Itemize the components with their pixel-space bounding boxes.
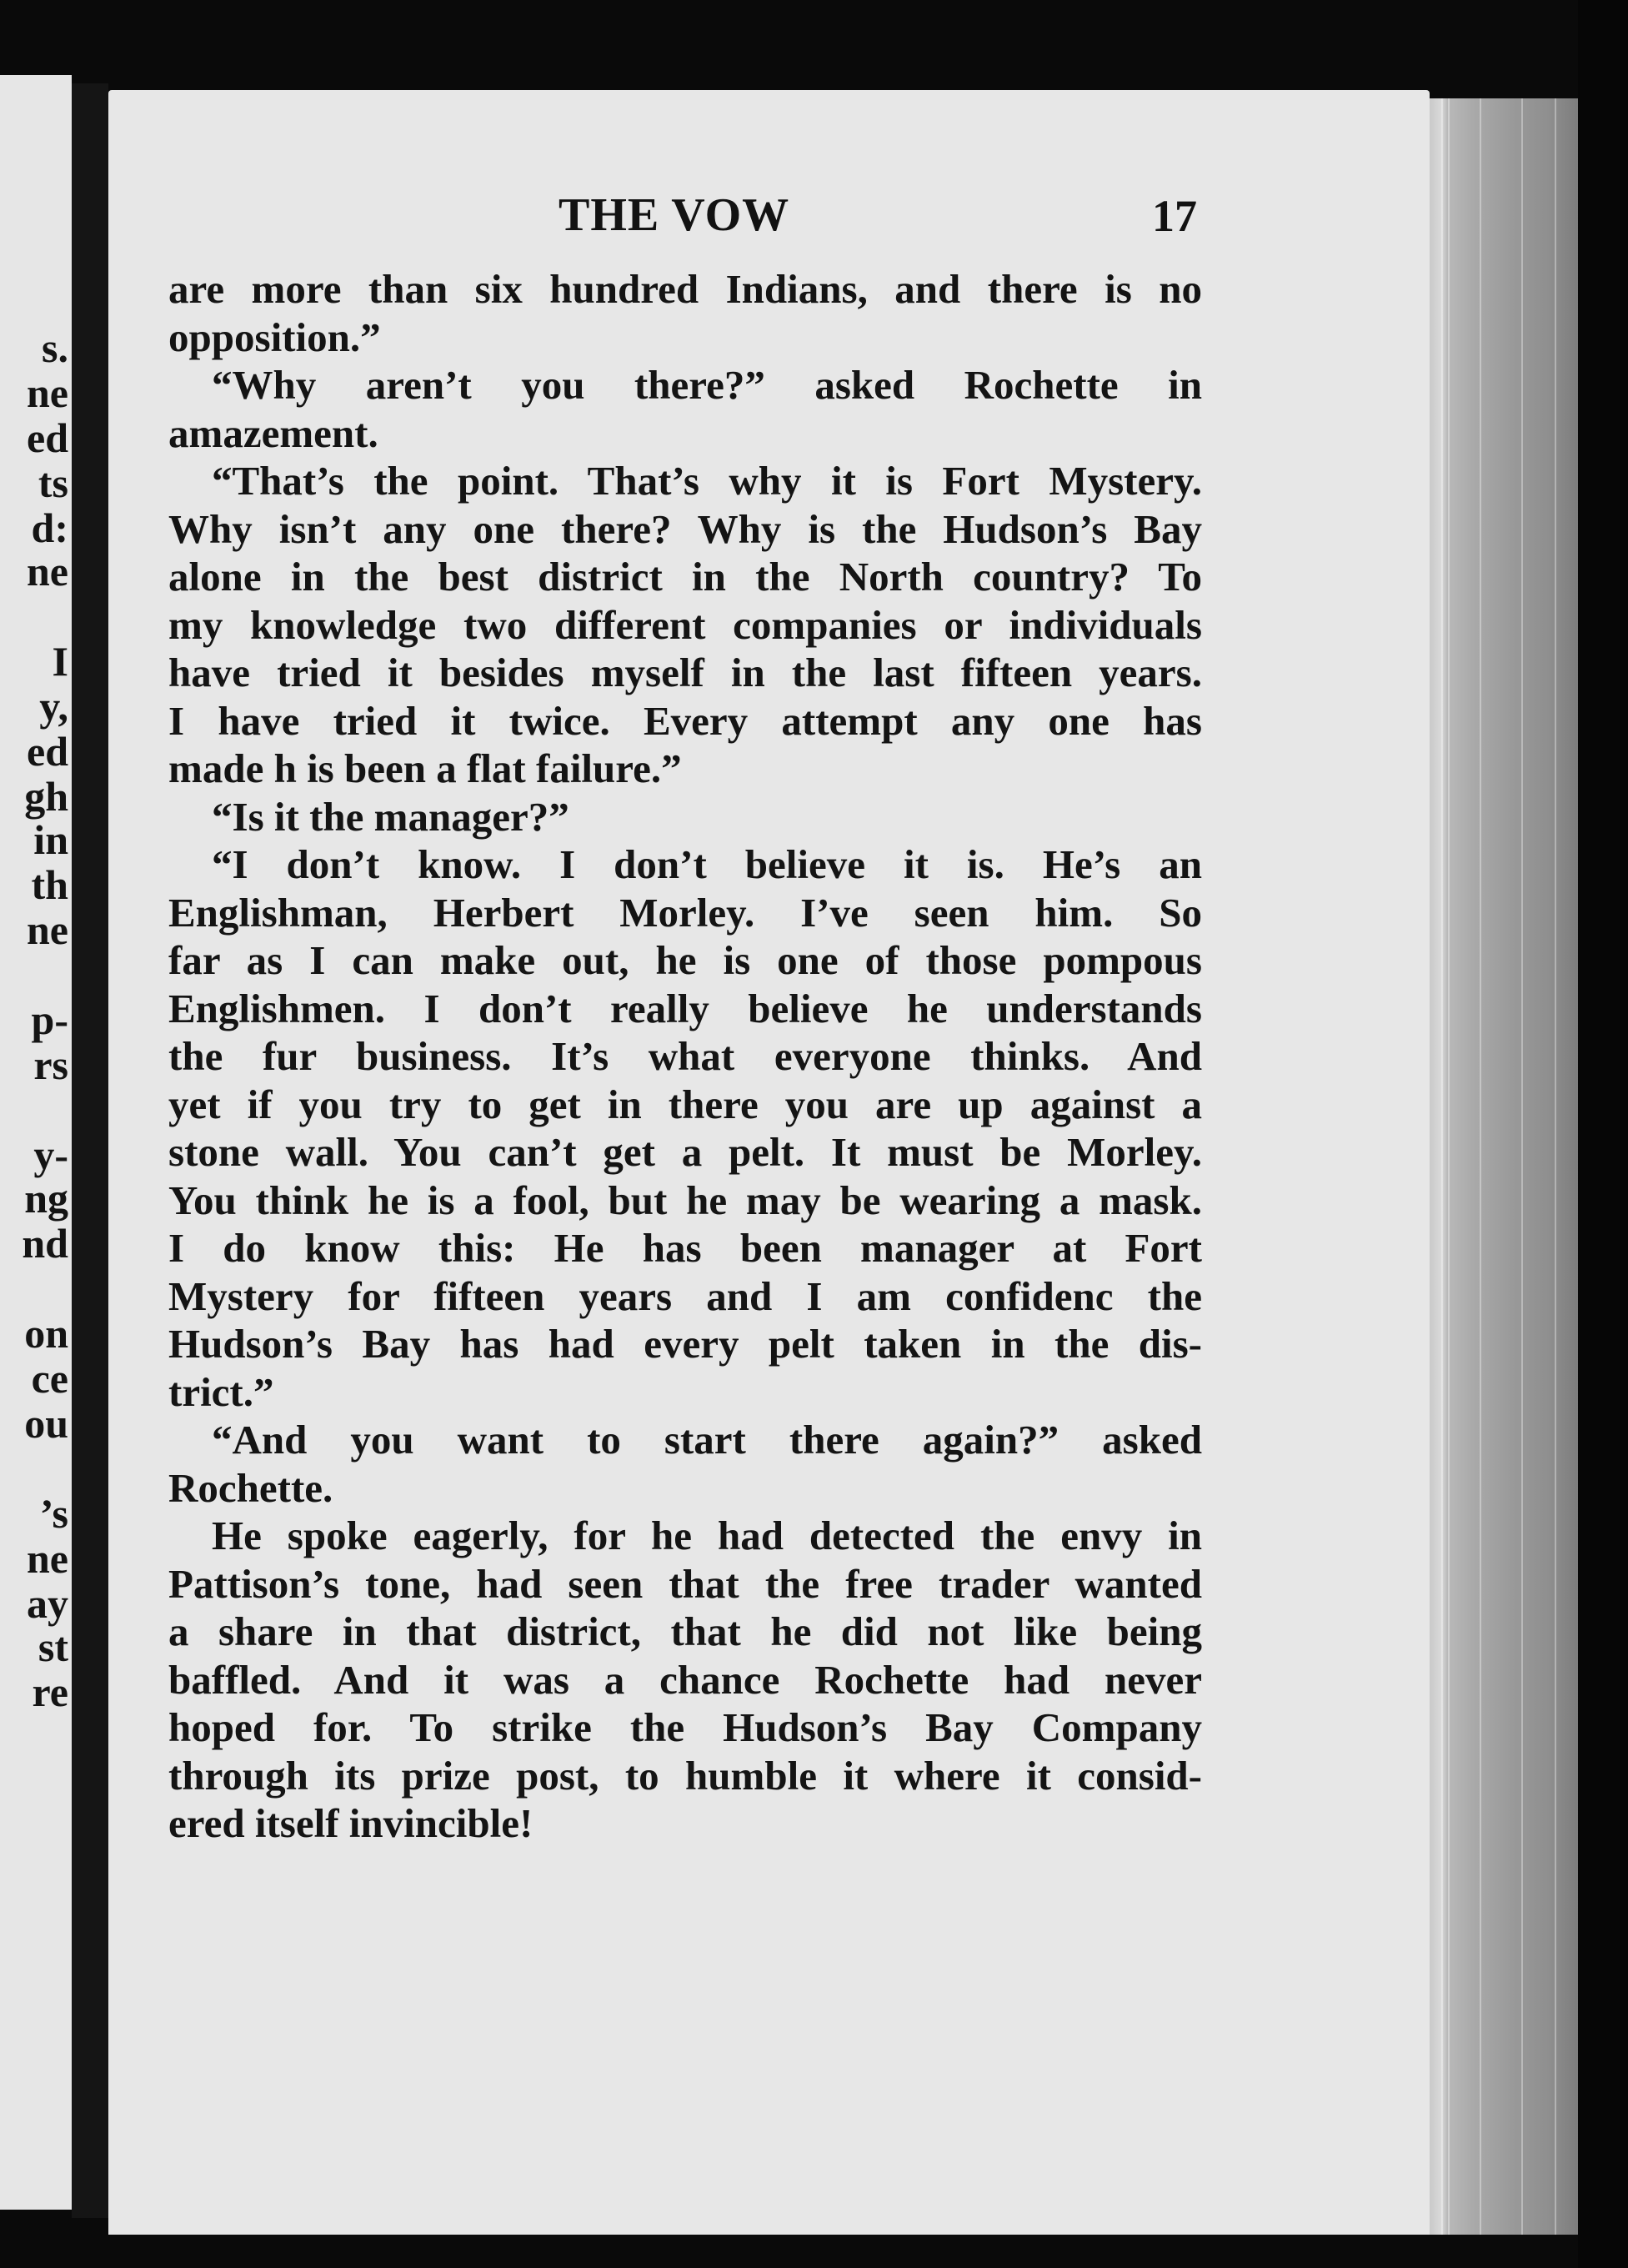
- facing-page-fragment-text: p-: [31, 996, 68, 1043]
- facing-page-fragment-text: ne: [27, 369, 68, 416]
- text-line: yet if you try to get in there you are up against a: [168, 1081, 1202, 1127]
- facing-page-fragment-text: s.: [42, 324, 68, 371]
- text-line: Hudson’s Bay has had every pelt taken in the dis-: [168, 1321, 1202, 1367]
- text-line: Rochette.: [168, 1464, 333, 1511]
- text-line: “I don’t know. I don’t believe it is. He’s an: [212, 841, 1202, 887]
- text-line: are more than six hundred Indians, and there is no: [168, 266, 1202, 312]
- text-line: alone in the best district in the North country? To: [168, 554, 1202, 600]
- text-line: made h is been a flat failure.”: [168, 745, 682, 791]
- facing-page-fragment-text: I: [52, 638, 68, 685]
- text-line: baffled. And it was a chance Rochette had never: [168, 1656, 1202, 1703]
- facing-page-fragment-text: th: [31, 861, 68, 908]
- text-line: trict.”: [168, 1368, 274, 1415]
- text-line: Englishmen. I don’t really believe he understands: [168, 985, 1202, 1031]
- text-line: stone wall. You can’t get a pelt. It must be Morley.: [168, 1129, 1202, 1175]
- text-line: You think he is a fool, but he may be wearing a mask.: [168, 1177, 1202, 1223]
- facing-page-fragment-text: ne: [27, 548, 68, 595]
- facing-page-fragment-text: re: [32, 1668, 68, 1715]
- facing-page-fragment-text: y-: [33, 1131, 68, 1178]
- facing-page-fragment-text: ay: [27, 1580, 68, 1627]
- facing-page-fragment-text: d:: [31, 504, 68, 551]
- running-head: [108, 188, 1430, 247]
- book-gutter: [72, 83, 108, 2218]
- facing-page-fragment-text: on: [24, 1310, 68, 1357]
- text-line: I do know this: He has been manager at Fort: [168, 1225, 1202, 1271]
- text-line: “That’s the point. That’s why it is Fort Mystery.: [212, 458, 1202, 504]
- facing-page-fragment: [0, 75, 72, 2210]
- page-number: 17: [1152, 191, 1197, 241]
- text-line: I have tried it twice. Every attempt any one has: [168, 697, 1202, 744]
- facing-page-fragment-text: gh: [24, 773, 68, 820]
- facing-page-fragment-text: ed: [27, 414, 68, 461]
- facing-page-fragment-text: ng: [24, 1175, 68, 1222]
- text-line: ered itself invincible!: [168, 1800, 533, 1846]
- facing-page-fragment-text: nd: [22, 1220, 68, 1267]
- text-line: Englishman, Herbert Morley. I’ve seen him. So: [168, 889, 1202, 936]
- text-line: hoped for. To strike the Hudson’s Bay Company: [168, 1704, 1202, 1750]
- text-line: “And you want to start there again?” asked: [212, 1417, 1202, 1463]
- text-line: a share in that district, that he did not like being: [168, 1608, 1202, 1654]
- text-line: Pattison’s tone, had seen that the free trader wanted: [168, 1560, 1202, 1607]
- facing-page-fragment-text: ne: [27, 906, 68, 953]
- facing-page-fragment-text: ne: [27, 1535, 68, 1582]
- text-line: He spoke eagerly, for he had detected the envy in: [212, 1513, 1202, 1558]
- facing-page-fragment-text: ed: [27, 728, 68, 775]
- text-line: through its prize post, to humble it where it consid-: [168, 1752, 1202, 1799]
- text-line: opposition.”: [168, 314, 381, 360]
- text-line: the fur business. It’s what everyone thinks. And: [168, 1033, 1202, 1079]
- text-line: my knowledge two different companies or individuals: [168, 601, 1202, 648]
- text-line: Why isn’t any one there? Why is the Hudson’s Bay: [168, 505, 1202, 552]
- text-line: far as I can make out, he is one of those pompous: [168, 937, 1202, 983]
- book-page: [108, 90, 1430, 2235]
- text-line: “Why aren’t you there?” asked Rochette in: [212, 362, 1202, 408]
- facing-page-fragment-text: in: [33, 816, 68, 863]
- text-line: amazement.: [168, 409, 378, 456]
- facing-page-fragment-text: y,: [39, 683, 68, 730]
- page-edges: [1430, 98, 1578, 2235]
- running-title: THE VOW: [559, 189, 790, 241]
- facing-page-fragment-text: ce: [31, 1355, 68, 1402]
- facing-page-fragment-text: ou: [24, 1400, 68, 1447]
- text-line: have tried it besides myself in the last fifteen years.: [168, 650, 1202, 695]
- text-line: “Is it the manager?”: [212, 793, 569, 840]
- scan-background: [1578, 0, 1628, 2268]
- facing-page-fragment-text: ts: [38, 459, 68, 506]
- facing-page-fragment-text: ’s: [39, 1490, 68, 1537]
- facing-page-fragment-text: st: [38, 1623, 68, 1670]
- text-line: Mystery for fifteen years and I am confidenc the: [168, 1272, 1202, 1319]
- facing-page-fragment-text: rs: [33, 1041, 68, 1088]
- body-text: [168, 265, 1202, 1848]
